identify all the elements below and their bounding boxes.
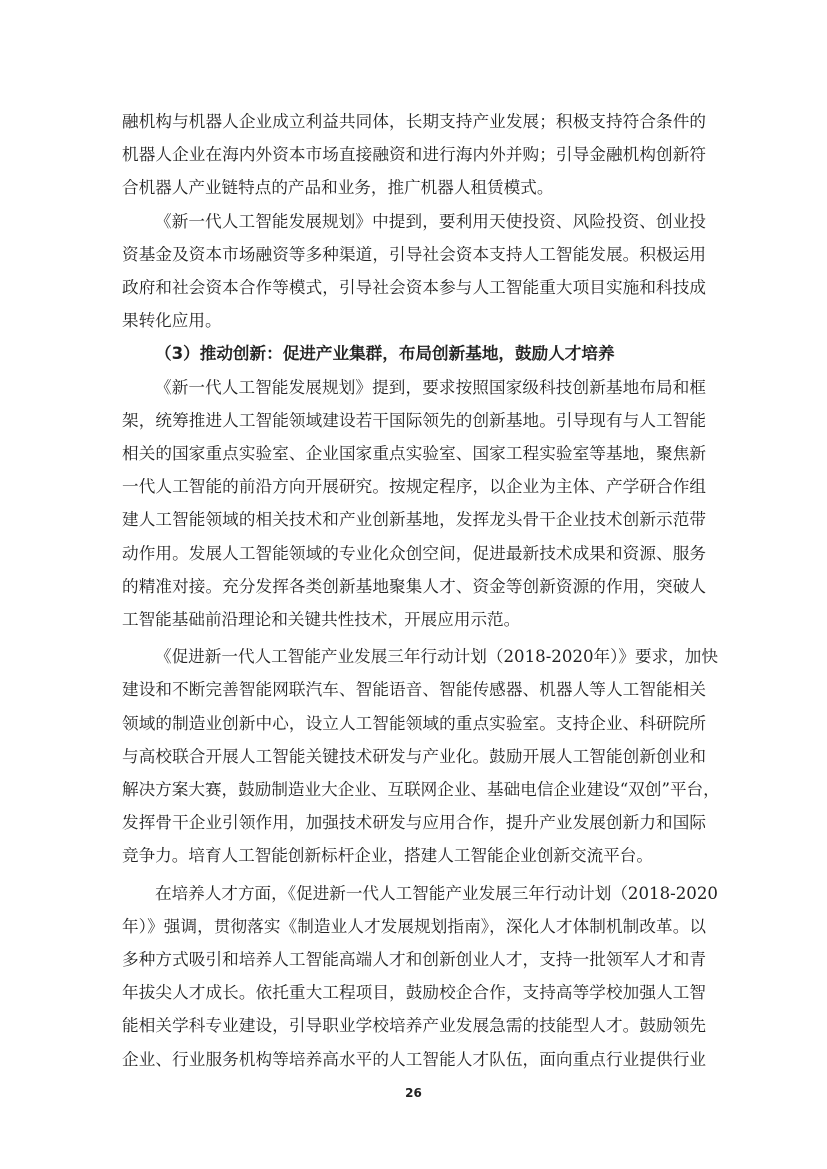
paragraph-line: 《新一代人工智能发展规划》中提到，要利用天使投资、风险投资、创业投 — [155, 211, 706, 231]
page-number: 26 — [405, 1086, 422, 1100]
paragraph-line: 的精准对接。充分发挥各类创新基地聚集人才、资金等创新资源的作用，突破人 — [122, 576, 706, 596]
paragraph-line: 年拔尖人才成长。依托重大工程项目，鼓励校企合作，支持高等学校加强人工智 — [122, 983, 706, 1003]
paragraph-line: 解决方案大赛，鼓励制造业大企业、互联网企业、基础电信企业建设“双创”平台， — [122, 780, 720, 799]
paragraph-line: 竞争力。培育人工智能创新标杆企业，搭建人工智能企业创新交流平台。 — [122, 846, 653, 866]
paragraph-line: 果转化应用。 — [122, 311, 222, 331]
paragraph-line: 动作用。发展人工智能领域的专业化众创空间，促进最新技术成果和资源、服务 — [122, 543, 706, 563]
paragraph-line: 年）》强调，贯彻落实《制造业人才发展规划指南》，深化人才体制机制改革。以 — [122, 916, 706, 936]
paragraph-line: 融机构与机器人企业成立利益共同体，长期支持产业发展；积极支持符合条件的 — [122, 112, 706, 131]
paragraph-line: 工智能基础前沿理论和关键共性技术，开展应用示范。 — [122, 610, 521, 629]
paragraph-line: 《促进新一代人工智能产业发展三年行动计划（2018-2020年）》要求，加快 — [155, 647, 718, 667]
paragraph-line: 发挥骨干企业引领作用，加强技术研发与应用合作，提升产业发展创新力和国际 — [122, 813, 706, 833]
paragraph-line: 企业、行业服务机构等培养高水平的人工智能人才队伍，面向重点行业提供行业 — [122, 1049, 706, 1069]
paragraph-line: 资基金及资本市场融资等多种渠道，引导社会资本支持人工智能发展。积极运用 — [122, 244, 706, 264]
paragraph-line: 相关的国家重点实验室、企业国家重点实验室、国家工程实验室等基地，聚焦新 — [122, 444, 706, 463]
paragraph-line: 建设和不断完善智能网联汽车、智能语音、智能传感器、机器人等人工智能相关 — [122, 680, 706, 700]
paragraph-line: 多种方式吸引和培养人工智能高端人才和创新创业人才，支持一批领军人才和青 — [122, 950, 706, 969]
paragraph-line: 架，统筹推进人工智能领域建设若干国际领先的创新基地。引导现有与人工智能 — [122, 410, 706, 430]
paragraph-line: 政府和社会资本合作等模式，引导社会资本参与人工智能重大项目实施和科技成 — [122, 278, 706, 297]
paragraph-line: 领域的制造业创新中心，设立人工智能领域的重点实验室。支持企业、科研院所 — [122, 713, 706, 733]
paragraph-line: 建人工智能领域的相关技术和产业创新基地，发挥龙头骨干企业技术创新示范带 — [122, 510, 706, 530]
paragraph-line: 合机器人产业链特点的产品和业务，推广机器人租赁模式。 — [122, 178, 554, 198]
paragraph-line: 《新一代人工智能发展规划》提到，要求按照国家级科技创新基地布局和框 — [155, 377, 706, 397]
paragraph-line: 机器人企业在海内外资本市场直接融资和进行海内外并购；引导金融机构创新符 — [122, 145, 706, 165]
paragraph-line: 能相关学科专业建设，引导职业学校培养产业发展急需的技能型人才。鼓励领先 — [122, 1016, 706, 1036]
paragraph-line: 一代人工智能的前沿方向开展研究。按规定程序，以企业为主体、产学研合作组 — [122, 477, 706, 497]
section-heading: （3）推动创新：促进产业集群，布局创新基地，鼓励人才培养 — [155, 344, 615, 364]
paragraph-line: 在培养人才方面，《促进新一代人工智能产业发展三年行动计划（2018-2020 — [155, 883, 718, 903]
paragraph-line: 与高校联合开展人工智能关键技术研发与产业化。鼓励开展人工智能创新创业和 — [122, 746, 706, 766]
